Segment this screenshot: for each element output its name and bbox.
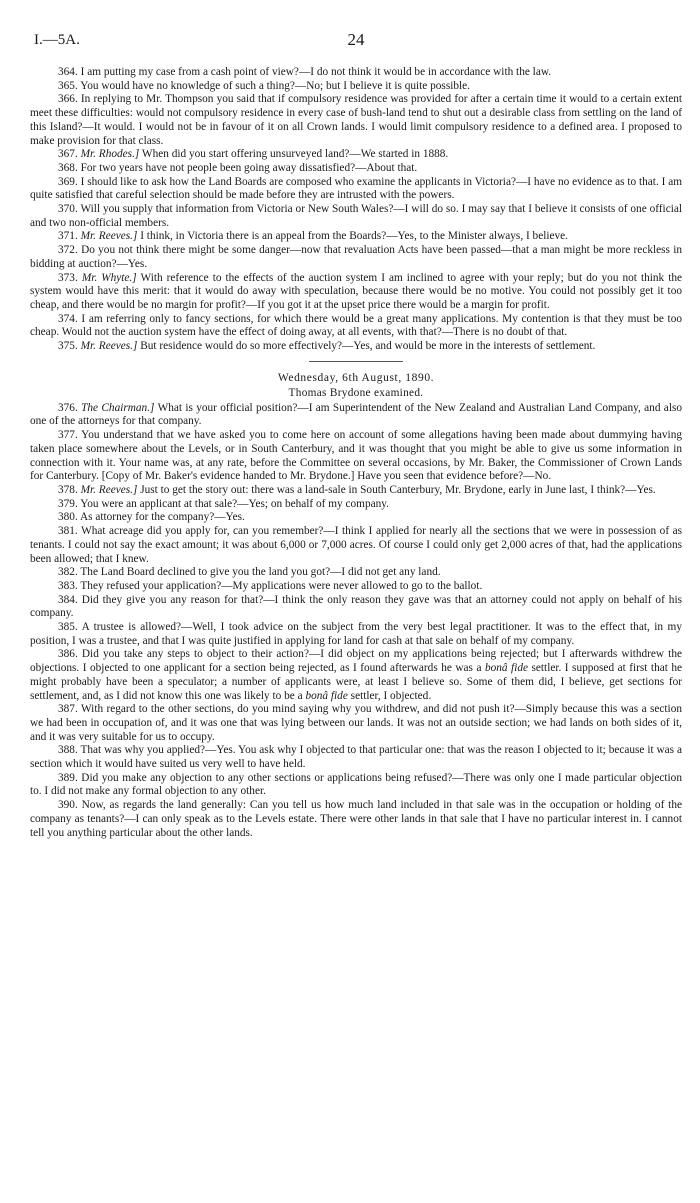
speaker: Mr. Whyte.]: [81, 271, 137, 284]
question-370: 370. Will you supply that information from Victoria or New South Wales?—I will do so. I may say that I believe it consists of one official and two non-official members.: [30, 203, 682, 229]
question-385: 385. A trustee is allowed?—Well, I took advice on the subject from the very best legal practitioner. It was to the effect that, in my position, I was a trustee, and that I was quite justified in applying for land for cash at that sale on behalf of my company.: [30, 621, 682, 647]
document-page: [30, 30, 682, 840]
question-387: 387. With regard to the other sections, do you mind saying why you withdrew, and did not push it?—Simply because this was a section we had been in occupation of, and it was one that was lying between our lands. It was not an outside section; we had lands on both sides of it, and it was very suitable for us to occupy.: [30, 703, 682, 743]
question-372: 372. Do you not think there might be some danger—now that revaluation Acts have been passed—that a man might be more reckless in bidding at auction?—Yes.: [30, 244, 682, 270]
document-reference: I.—5A.: [34, 32, 80, 48]
evidence-text: [30, 66, 682, 840]
session-date: Wednesday, 6th August, 1890.: [277, 371, 435, 384]
question-366: 366. In replying to Mr. Thompson you said that if compulsory residence was provided for after a certain time it would to a certain extent meet these difficulties: would not compulsory residence in every case of bush-land tend to shut out a desirable class from settling on the land of this Island?—It would. I would not be in favour of it on all Crown lands. I would limit compulsory residence to a defined area. I proposed to make provision for that class.: [30, 93, 683, 147]
question-390: 390. Now, as regards the land generally: Can you tell us how much land included in that sale was in the occupation or holding of the company as tenants?—I can only speak as to the Levels estate. There were other lands in that sale that I have no particular interest in. I cannot tell you anything particular about the other lands.: [30, 799, 682, 839]
speaker: Mr. Reeves.]: [80, 340, 138, 353]
question-386: 386. Did you take any steps to object to their action?—I did object on my applications being rejected; but I afterwards withdrew the objections. I objected to one applicant for a section being rejected, as I found afterwards he was a bonâ fide settler. I supposed at first that he might probably have been a speculator; a number of applicants were, at least I believe so. Some of them did, I believe, get sections for settlement, and, as I did not know this one was likely to be a bonâ fide settler, I objected.: [30, 648, 683, 702]
page-number: 24: [347, 30, 365, 49]
question-376: 376. The Chairman.] What is your official position?—I am Superintendent of the New Zealand and Australian Land Company, and also one of the attorneys for that company.: [30, 401, 683, 428]
question-384: 384. Did they give you any reason for that?—I think the only reason they gave was that an attorney could not apply on behalf of his company.: [30, 593, 682, 620]
question-373: 373. Mr. Whyte.] With reference to the effects of the auction system I am inclined to agree with your reply; but do you not think the system would have this merit: that it would do away with speculation, because there would be no motive. You could not possibly get it too cheap, and there would be no margin for profit?—If you got it at the upset price there would be a margin for profit.: [30, 271, 683, 311]
question-379: 379. You were an applicant at that sale?—Yes; on behalf of my company.: [58, 497, 390, 510]
page-header: [30, 30, 682, 50]
question-371: 371. Mr. Reeves.] I think, in Victoria there is an appeal from the Boards?—Yes, to the Minister always, I believe.: [58, 230, 568, 243]
question-380: 380. As attorney for the company?—Yes.: [58, 511, 245, 524]
speaker: The Chairman.]: [81, 401, 155, 414]
question-368: 368. For two years have not people been going away dissatisfied?—About that.: [58, 161, 418, 174]
question-375: 375. Mr. Reeves.] But residence would do so more effectively?—Yes, and would be more in the interests of settlement.: [58, 340, 596, 353]
question-388: 388. That was why you applied?—Yes. You ask why I objected to that particular one: that was the reason I objected to it; because it was a section which it would have suited us very well to have held.: [30, 744, 682, 771]
question-377: 377. You understand that we have asked you to come here on account of some allegations having been made about dummying having taken place somewhere about the Levels, or in South Canterbury, and it was thought that you might be able to give us some information in connection with it. Your name was, at any rate, before the Committee on several occasions, by Mr. Baker, the Commissioner of Crown Lands for Canterbury. [Copy of Mr. Baker's evidence handed to Mr. Brydone.] Have you seen that evidence before?—No.: [30, 429, 682, 483]
speaker: Mr. Reeves.]: [80, 230, 138, 243]
question-381: 381. What acreage did you apply for, can you remember?—I think I applied for nearly all the sections that we were in possession of as tenants. I could not say the exact amount; it was about 6,000 or 7,000 acres. Of course I could only get 2,000 acres of that, had the applications been allowed; that I knew.: [30, 525, 683, 565]
question-374: 374. I am referring only to fancy sections, for which there would be a great many applications. My contention is that they must be too cheap. Would not the auction system have the effect of doing away, at all events, with that?—There is no doubt of that.: [30, 312, 682, 339]
question-367: 367. Mr. Rhodes.] When did you start offering unsurveyed land?—We started in 1888.: [58, 148, 449, 161]
question-364: 364. I am putting my case from a cash point of view?—I do not think it would be in accordance with the law.: [58, 66, 552, 78]
question-369: 369. I should like to ask how the Land Boards are composed who examine the applicants in Victoria?—I have no evidence as to that. I am quite satisfied that careful selection should be made before they are intrusted with the powers.: [30, 175, 683, 202]
question-382: 382. The Land Board declined to give you the land you got?—I did not get any land.: [58, 566, 441, 579]
witness-heading: Thomas Brydone examined.: [288, 386, 424, 399]
section-divider: [309, 361, 403, 362]
question-389: 389. Did you make any objection to any other sections or applications being refused?—There was only one I made particular objection to. I did not make any formal objection to any other.: [30, 771, 682, 798]
speaker: Mr. Reeves.]: [80, 483, 138, 496]
question-383: 383. They refused your application?—My applications were never allowed to go to the ballot.: [58, 579, 483, 592]
question-365: 365. You would have no knowledge of such a thing?—No; but I believe it is quite possible.: [58, 79, 470, 92]
speaker: Mr. Rhodes.]: [80, 148, 140, 161]
question-378: 378. Mr. Reeves.] Just to get the story out: there was a land-sale in South Canterbury, Mr. Brydone, early in June last, I think?—Yes.: [58, 483, 656, 496]
